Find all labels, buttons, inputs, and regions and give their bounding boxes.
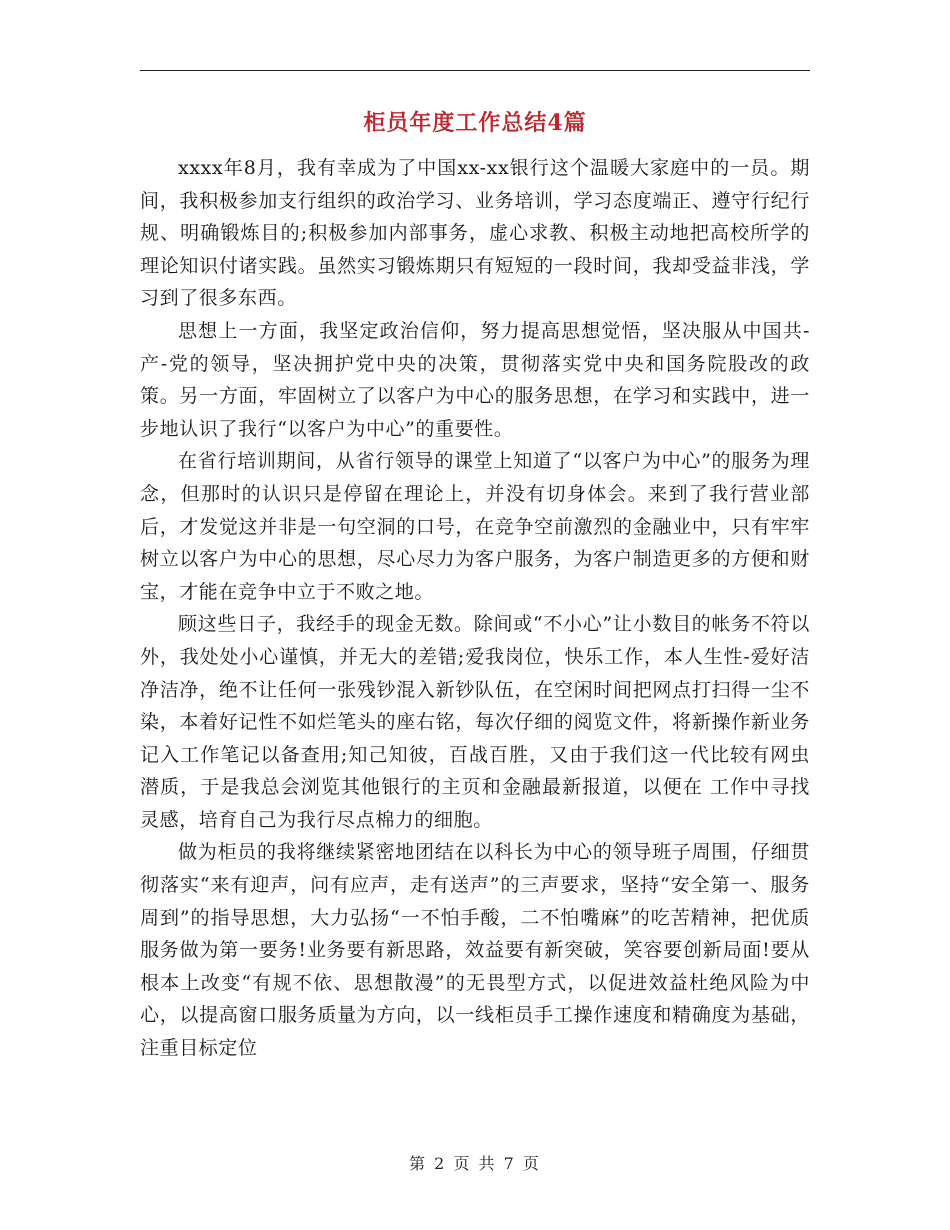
paragraph: 做为柜员的我将继续紧密地团结在以科长为中心的领导班子周围，仔细贯彻落实“来有迎声，问有应声，走有送声”的三声要求，坚持“安全第一、服务周到”的指导思想，大力弘扬“一不怕手酸，二不怕嘴麻”的吃苦精神，把优质服务做为第一要务!业务要有新思路，效益要有新突破，笑容要创新局面!要从根本上改变“有规不依、思想散漫”的无畏型方式，以促进效益杜绝风险为中心，以提高窗口服务质量为方向，以一线柜员手工操作速度和精确度为基础，注重目标定位 [140,841,810,1060]
paragraph: 思想上一方面，我坚定政治信仰，努力提高思想觉悟，坚决服从中国共-产-党的领导，坚决拥护党中央的决策，贯彻落实党中央和国务院股改的政策。另一方面，牢固树立了以客户为中心的服务思想，在学习和实践中，进一步地认识了我行“以客户为中心”的重要性。 [140,319,810,440]
paragraph: 顾这些日子，我经手的现金无数。除间或“不小心”让小数目的帐务不符以外，我处处小心谨慎，并无大的差错;爱我岗位，快乐工作，本人生性-爱好洁净洁净，绝不让任何一张残钞混入新钞队伍，在空闲时间把网点打扫得一尘不染，本着好记性不如烂笔头的座右铭，每次仔细的阅览文件，将新操作新业务记入工作笔记以备查用;知己知彼，百战百胜，又由于我们这一代比较有网虫潜质，于是我总会浏览其他银行的主页和金融最新报道，以便在 工作中寻找灵感，培育自己为我行尽点棉力的细胞。 [140,613,810,831]
page-number-footer: 第 2 页 共 7 页 [409,1154,541,1173]
paragraph: xxxx年8月，我有幸成为了中国xx-xx银行这个温暖大家庭中的一员。期间，我积极参加支行组织的政治学习、业务培训，学习态度端正、遵守行纪行规、明确锻炼目的;积极参加内部事务，虚心求教、积极主动地把高校所学的理论知识付诸实践。虽然实习锻炼期只有短短的一段时间，我却受益非浅，学习到了很多东西。 [140,157,810,310]
document-title: 柜员年度工作总结4篇 [363,110,587,136]
header-rule [140,70,810,71]
paragraph: 在省行培训期间，从省行领导的课堂上知道了“以客户为中心”的服务为理念，但那时的认识只是停留在理论上，并没有切身体会。来到了我行营业部后，才发觉这并非是一句空洞的口号，在竞争空前激烈的金融业中，只有牢牢树立以客户为中心的思想，尽心尽力为客户服务，为客户制造更多的方便和财宝，才能在竞争中立于不败之地。 [140,450,810,603]
document-body [140,152,810,1065]
